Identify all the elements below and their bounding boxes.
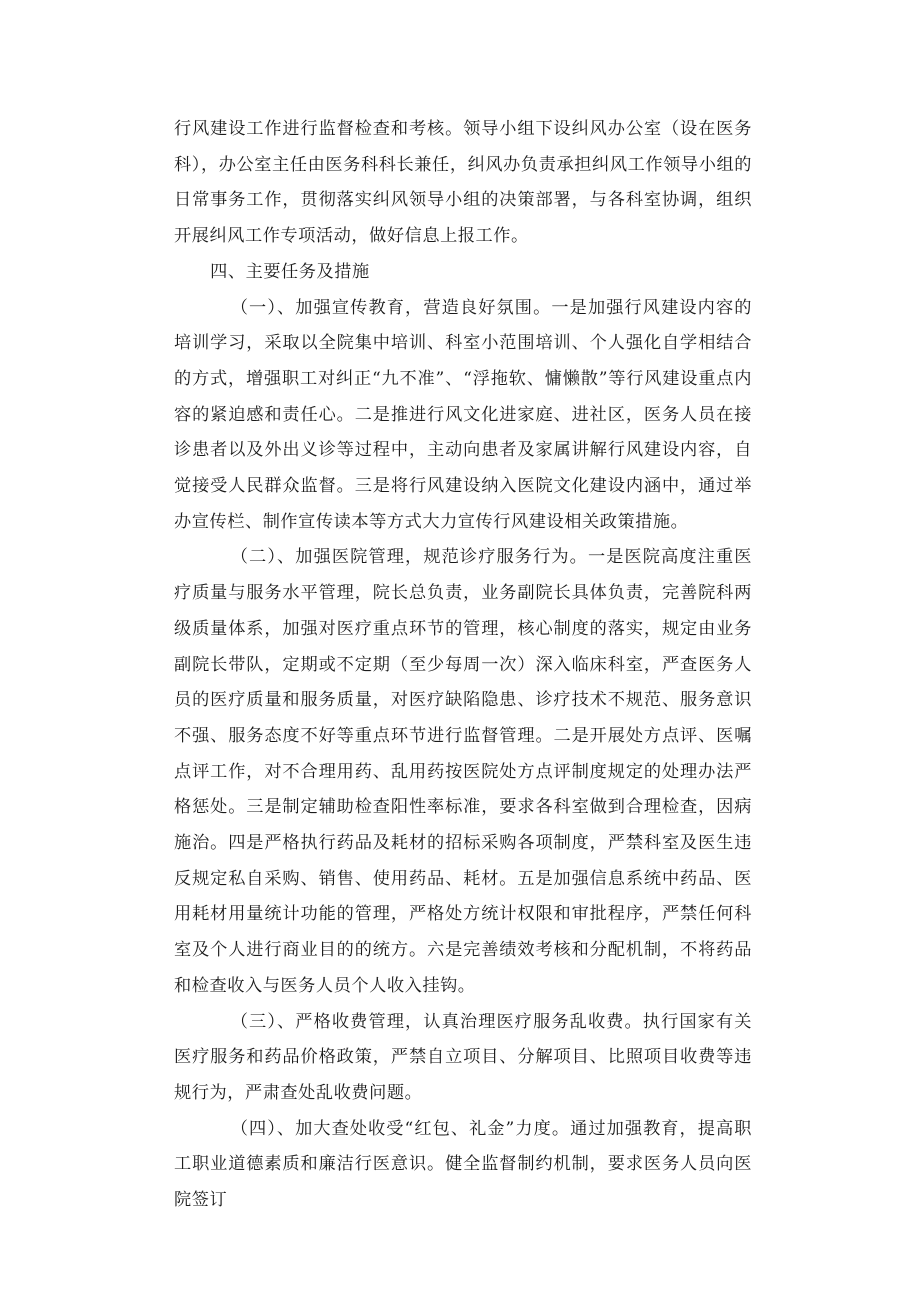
document-page (174, 112, 752, 1219)
paragraph-measure-3: （三）、严格收费管理，认真治理医疗服务乱收费。执行国家有关医疗服务和药品价格政策，严禁自立项目、分解项目、比照项目收费等违规行为，严肃查处乱收费问题。 (174, 1011, 752, 1103)
paragraph-measure-2: （二）、加强医院管理，规范诊疗服务行为。一是医院高度注重医疗质量与服务水平管理，院长总负责，业务副院长具体负责，完善院科两级质量体系，加强对医疗重点环节的管理，核心制度的落实，规定由业务副院长带队，定期或不定期（至少每周一次）深入临床科室，严查医务人员的医疗质量和服务质量，对医疗缺陷隐患、诊疗技术不规范、服务意识不强、服务态度不好等重点环节进行监督管理。二是开展处方点评、医嘱点评工作，对不合理用药、乱用药按医院处方点评制度规定的处理办法严格惩处。三是制定辅助检查阳性率标准，要求各科室做到合理检查，因病施治。四是严格执行药品及耗材的招标采购各项制度，严禁科室及医生违反规定私自采购、销售、使用药品、耗材。五是加强信息系统中药品、医用耗材用量统计功能的管理，严格处方统计权限和审批程序，严禁任何科室及个人进行商业目的的统方。六是完善绩效考核和分配机制，不将药品和检查收入与医务人员个人收入挂钩。 (174, 547, 752, 996)
paragraph-measure-1: （一）、加强宣传教育，营造良好氛围。一是加强行风建设内容的培训学习，采取以全院集中培训、科室小范围培训、个人强化自学相结合的方式，增强职工对纠正“九不准”、“浮拖软、慵懒散”等行风建设重点内容的紧迫感和责任心。二是推进行风文化进家庭、进社区，医务人员在接诊患者以及外出义诊等过程中，主动向患者及家属讲解行风建设内容，自觉接受人民群众监督。三是将行风建设纳入医院文化建设内涵中，通过举办宣传栏、制作宣传读本等方式大力宣传行风建设相关政策措施。 (174, 297, 752, 532)
section-heading-main-tasks: 四、主要任务及措施 (210, 261, 370, 282)
paragraph-measure-4: （四）、加大查处收受“红包、礼金”力度。通过加强教育，提高职工职业道德素质和廉洁行医意识。健全监督制约机制，要求医务人员向医院签订 (174, 1118, 752, 1211)
paragraph-intro-continuation: 行风建设工作进行监督检查和考核。领导小组下设纠风办公室（设在医务科），办公室主任由医务科科长兼任，纠风办负责承担纠风工作领导小组的日常事务工作，贯彻落实纠风领导小组的决策部署，与各科室协调，组织开展纠风工作专项活动，做好信息上报工作。 (174, 119, 752, 247)
